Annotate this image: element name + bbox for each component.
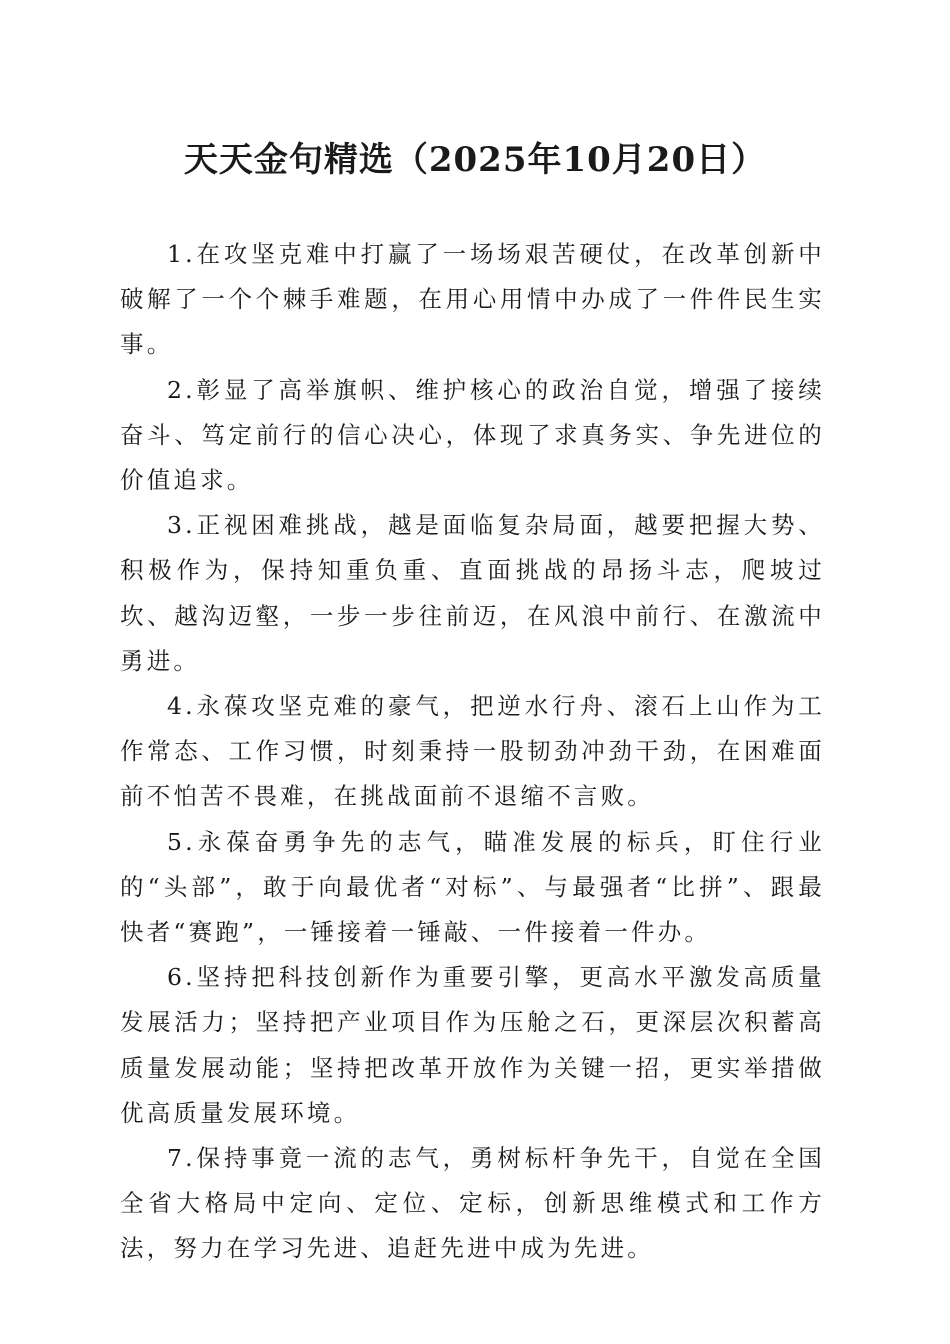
paragraph-3: 3.正视困难挑战，越是面临复杂局面，越要把握大势、积极作为，保持知重负重、直面挑战的昂扬斗志，爬坡过坎、越沟迈壑，一步一步往前迈，在风浪中前行、在激流中勇进。 [120, 511, 825, 675]
paragraph-5: 5.永葆奋勇争先的志气，瞄准发展的标兵，盯住行业的“头部”，敢于向最优者“对标”、与最强者“比拼”、跟最快者“赛跑”，一锤接着一锤敲、一件接着一件办。 [120, 827, 825, 947]
page-title: 天天金句精选（2025年10月20日） [183, 140, 767, 180]
paragraph-2: 2.彰显了高举旗帜、维护核心的政治自觉，增强了接续奋斗、笃定前行的信心决心，体现了求真务实、争先进位的价值追求。 [120, 375, 825, 495]
paragraph-1: 1.在攻坚克难中打赢了一场场艰苦硬仗，在改革创新中破解了一个个棘手难题，在用心用情中办成了一件件民生实事。 [120, 240, 825, 359]
paragraph-6: 6.坚持把科技创新作为重要引擎，更高水平激发高质量发展活力；坚持把产业项目作为压舱之石，更深层次积蓄高质量发展动能；坚持把改革开放作为关键一招，更实举措做优高质量发展环境。 [120, 963, 825, 1127]
paragraph-4: 4.永葆攻坚克难的豪气，把逆水行舟、滚石上山作为工作常态、工作习惯，时刻秉持一股韧劲冲劲干劲，在困难面前不怕苦不畏难，在挑战面前不退缩不言败。 [120, 692, 825, 811]
document-body [120, 232, 825, 1272]
paragraph-7: 7.保持事竟一流的志气，勇树标杆争先干，自觉在全国全省大格局中定向、定位、定标，创新思维模式和工作方法，努力在学习先进、追赶先进中成为先进。 [120, 1144, 825, 1263]
